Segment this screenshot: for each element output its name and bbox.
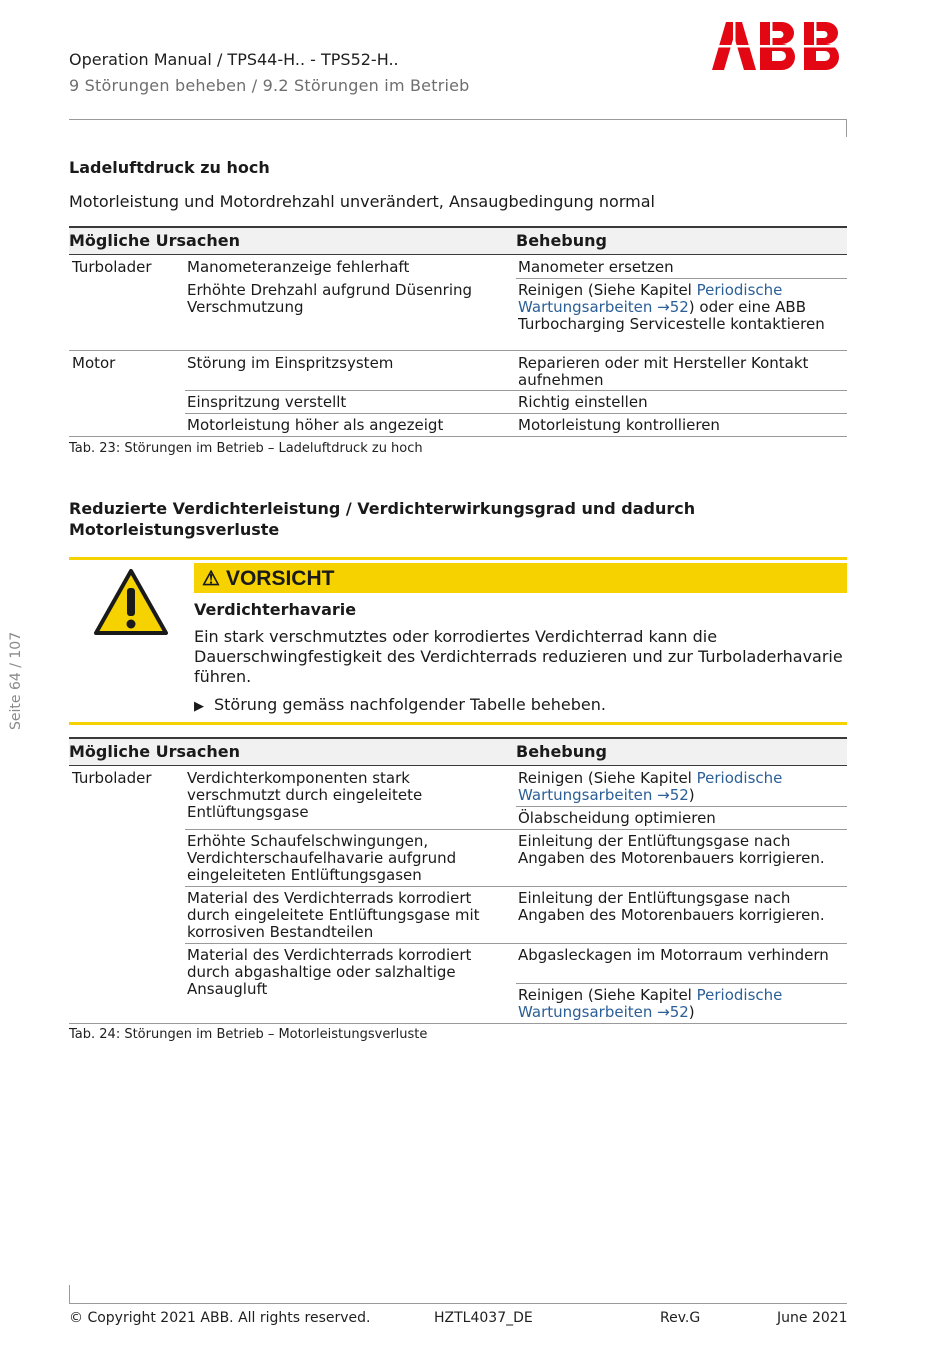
table-group-turbocharger — [69, 255, 847, 351]
warning-small-icon: ⚠ — [202, 568, 220, 590]
group-label: Turbolader — [72, 258, 152, 276]
remedy-cell: Reparieren oder mit Hersteller Kontakt aufnehmen — [518, 354, 809, 389]
warning-bottom-bar — [69, 722, 847, 725]
table-compressor-losses — [69, 737, 847, 1022]
cause-cell: Erhöhte Schaufelschwingungen, Verdichterschaufelhavarie aufgrund eingeleiteten Entlüftungsgasen — [187, 832, 457, 884]
cause-cell: Motorleistung höher als angezeigt — [187, 416, 444, 434]
cause-cell: Verdichterkomponenten stark verschmutzt durch eingeleitete Entlüftungsgase — [187, 769, 423, 821]
column-header-remedy: Behebung — [516, 231, 607, 250]
breadcrumb: 9 Störungen beheben / 9.2 Störungen im Betrieb — [69, 76, 470, 95]
table-caption: Tab. 23: Störungen im Betrieb – Ladeluftdruck zu hoch — [69, 441, 423, 456]
triangle-right-icon: ▶ — [194, 699, 204, 714]
column-header-causes: Mögliche Ursachen — [69, 742, 240, 761]
footer-tick — [69, 1285, 70, 1303]
link-periodic-maintenance[interactable]: Periodische Wartungsarbeiten →52 — [518, 281, 783, 316]
header-tick — [846, 119, 847, 137]
footer-rule — [69, 1303, 847, 1304]
document-id: HZTL4037_DE — [434, 1310, 533, 1326]
column-header-causes: Mögliche Ursachen — [69, 231, 240, 250]
table-header — [69, 226, 847, 255]
table-group-turbocharger — [69, 766, 847, 1022]
remedy-cell: Einleitung der Entlüftungsgase nach Angaben des Motorenbauers korrigieren. — [518, 889, 825, 924]
row-divider — [185, 413, 847, 414]
table-caption: Tab. 24: Störungen im Betrieb – Motorleistungsverluste — [69, 1027, 428, 1042]
row-divider — [185, 886, 847, 887]
remedy-cell: Reinigen (Siehe Kapitel Periodische Wartungsarbeiten →52) — [518, 986, 783, 1021]
row-divider — [516, 278, 847, 279]
cause-cell: Erhöhte Drehzahl aufgrund Düsenring Verschmutzung — [187, 281, 473, 316]
section-heading-compressor: Reduzierte Verdichterleistung / Verdichterwirkungsgrad und dadurch Motorleistungsverluste — [69, 499, 696, 539]
group-label: Motor — [72, 354, 116, 372]
document-title: Operation Manual / TPS44-H.. - TPS52-H.. — [69, 50, 399, 69]
row-divider — [185, 829, 847, 830]
revision: Rev.G — [660, 1310, 701, 1326]
row-divider — [185, 943, 847, 944]
table-header — [69, 737, 847, 766]
remedy-cell: Ölabscheidung optimieren — [518, 809, 716, 827]
table-bottom-rule — [69, 436, 847, 437]
row-divider — [516, 806, 847, 807]
cause-cell: Einspritzung verstellt — [187, 393, 347, 411]
section-heading-charge-air: Ladeluftdruck zu hoch — [69, 158, 270, 177]
remedy-cell: Abgasleckagen im Motorraum verhindern — [518, 946, 829, 964]
remedy-cell: Reinigen (Siehe Kapitel Periodische Wartungsarbeiten →52) — [518, 769, 783, 804]
cause-cell: Störung im Einspritzsystem — [187, 354, 394, 372]
signal-word: ⚠ VORSICHT — [202, 567, 335, 590]
publication-date: June 2021 — [777, 1310, 848, 1326]
remedy-cell: Reinigen (Siehe Kapitel Periodische Wartungsarbeiten →52) oder eine ABB Turbocharging Servicestelle kontaktieren — [518, 281, 825, 333]
abb-logo — [712, 22, 847, 70]
signal-word-banner — [194, 563, 847, 593]
link-periodic-maintenance[interactable]: Periodische Wartungsarbeiten →52 — [518, 769, 783, 804]
column-header-remedy: Behebung — [516, 742, 607, 761]
header-rule — [69, 119, 847, 120]
table-group-engine — [69, 351, 847, 437]
section-description: Motorleistung und Motordrehzahl unverändert, Ansaugbedingung normal — [69, 192, 655, 211]
link-periodic-maintenance[interactable]: Periodische Wartungsarbeiten →52 — [518, 986, 783, 1021]
group-label: Turbolader — [72, 769, 152, 787]
table-bottom-rule — [69, 1023, 847, 1024]
page-number: Seite 64 / 107 — [8, 631, 24, 730]
table-charge-air-pressure — [69, 226, 847, 437]
warning-title: Verdichterhavarie — [194, 600, 357, 619]
remedy-cell: Richtig einstellen — [518, 393, 648, 411]
cause-cell: Manometeranzeige fehlerhaft — [187, 258, 410, 276]
remedy-cell: Einleitung der Entlüftungsgase nach Angaben des Motorenbauers korrigieren. — [518, 832, 825, 867]
copyright: © Copyright 2021 ABB. All rights reserved. — [69, 1310, 371, 1326]
remedy-cell: Motorleistung kontrollieren — [518, 416, 720, 434]
cause-cell: Material des Verdichterrads korrodiert durch abgashaltige oder salzhaltige Ansaugluft — [187, 946, 472, 998]
row-divider — [516, 983, 847, 984]
warning-triangle-icon — [93, 568, 169, 636]
warning-action-step: ▶ Störung gemäss nachfolgender Tabelle beheben. — [194, 695, 606, 714]
warning-top-bar — [69, 557, 847, 560]
warning-text: Ein stark verschmutztes oder korrodiertes Verdichterrad kann die Dauerschwingfestigkeit des Verdichterrads reduzieren und zur Turboladerhavarie führen. — [194, 627, 843, 686]
cause-cell: Material des Verdichterrads korrodiert durch eingeleitete Entlüftungsgase mit korrosiven Bestandteilen — [187, 889, 480, 941]
remedy-cell: Manometer ersetzen — [518, 258, 674, 276]
row-divider — [185, 390, 847, 391]
